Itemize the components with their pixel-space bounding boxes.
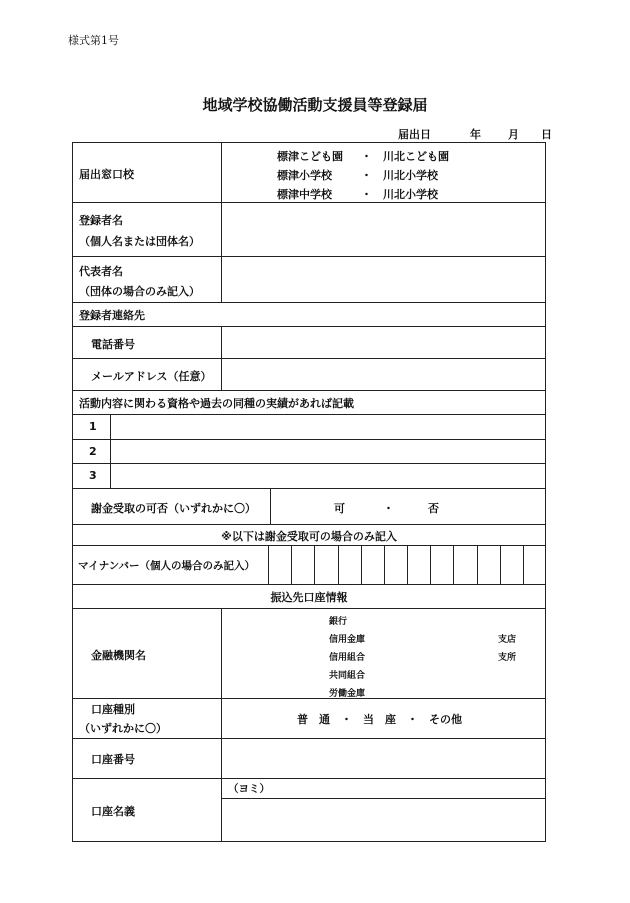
account-number-label: 口座番号 bbox=[91, 753, 135, 766]
divider bbox=[221, 738, 222, 842]
divider bbox=[72, 302, 546, 303]
divider bbox=[72, 358, 546, 359]
bank-section-title: 振込先口座情報 bbox=[270, 591, 348, 604]
honorarium-yes[interactable]: 可 bbox=[334, 502, 345, 515]
financial-institution-field[interactable] bbox=[223, 610, 544, 696]
bank-type: 信用組合 bbox=[329, 653, 366, 663]
divider bbox=[270, 488, 271, 524]
divider bbox=[72, 608, 546, 609]
my-number-digit-cell[interactable] bbox=[338, 545, 361, 584]
representative-note: （団体の場合のみ記入） bbox=[79, 285, 200, 298]
school-option[interactable]: 川北小学校 bbox=[383, 169, 438, 182]
qualifications-label: 活動内容に関わる資格や過去の同種の実績があれば記載 bbox=[79, 397, 354, 410]
qualification-row-number: 2 bbox=[89, 445, 97, 458]
my-number-digit-cell[interactable] bbox=[314, 545, 337, 584]
school-option[interactable]: 標津こども園 bbox=[277, 150, 343, 163]
school-option[interactable]: 標津小学校 bbox=[277, 169, 332, 182]
account-name-kana-field[interactable] bbox=[223, 780, 544, 796]
my-number-digit-cell[interactable] bbox=[453, 545, 476, 584]
my-number-digit-cell[interactable] bbox=[361, 545, 384, 584]
year-label: 年 bbox=[470, 128, 481, 141]
divider bbox=[291, 545, 292, 584]
school-option[interactable]: 標津中学校 bbox=[277, 188, 332, 201]
divider bbox=[453, 545, 454, 584]
divider bbox=[72, 326, 546, 327]
option-separator: ・ bbox=[361, 188, 372, 201]
my-number-digit-cell[interactable] bbox=[268, 545, 291, 584]
phone-field[interactable] bbox=[223, 328, 544, 356]
registrant-name-field[interactable] bbox=[223, 204, 544, 254]
divider bbox=[221, 202, 222, 256]
school-option[interactable]: 川北小学校 bbox=[383, 188, 438, 201]
divider bbox=[338, 545, 339, 584]
divider bbox=[361, 545, 362, 584]
phone-label: 電話番号 bbox=[91, 338, 135, 351]
divider bbox=[72, 463, 546, 464]
divider bbox=[72, 698, 546, 699]
qualification-field[interactable] bbox=[112, 441, 544, 462]
branch-type: 支店 bbox=[498, 635, 517, 645]
divider bbox=[72, 488, 546, 489]
registrant-note: （個人名または団体名） bbox=[79, 235, 200, 248]
my-number-digit-cell[interactable] bbox=[430, 545, 453, 584]
honorarium-label: 謝金受取の可否（いずれかに〇） bbox=[91, 502, 256, 515]
qualification-field[interactable] bbox=[112, 416, 544, 437]
divider bbox=[72, 738, 546, 739]
divider bbox=[314, 545, 315, 584]
my-number-digit-cell[interactable] bbox=[291, 545, 314, 584]
representative-label: 代表者名 bbox=[79, 265, 123, 278]
divider bbox=[72, 778, 546, 779]
my-number-label: マイナンバー（個人の場合のみ記入） bbox=[78, 560, 256, 572]
document-title: 地域学校協働活動支援員等登録届 bbox=[202, 96, 428, 114]
divider bbox=[72, 439, 546, 440]
bank-type: 労働金庫 bbox=[329, 689, 366, 699]
school-option[interactable]: 川北こども園 bbox=[383, 150, 449, 163]
divider bbox=[384, 545, 385, 584]
account-name-field[interactable] bbox=[223, 800, 544, 840]
divider bbox=[72, 414, 546, 415]
my-number-digit-cell[interactable] bbox=[384, 545, 407, 584]
honorarium-note: ※以下は謝金受取可の場合のみ記入 bbox=[221, 530, 397, 543]
divider bbox=[72, 584, 546, 585]
my-number-digit-cell[interactable] bbox=[477, 545, 500, 584]
my-number-digit-cell[interactable] bbox=[523, 545, 546, 584]
account-name-label: 口座名義 bbox=[91, 805, 135, 818]
divider bbox=[72, 390, 546, 391]
divider bbox=[221, 798, 546, 799]
contact-label: 登録者連絡先 bbox=[79, 309, 145, 322]
my-number-digit-cell[interactable] bbox=[500, 545, 523, 584]
divider bbox=[523, 545, 524, 584]
divider bbox=[72, 202, 546, 203]
option-separator: ・ bbox=[361, 169, 372, 182]
qualification-row-number: 1 bbox=[89, 420, 97, 433]
account-number-field[interactable] bbox=[223, 740, 544, 776]
bank-type: 共同組合 bbox=[329, 671, 366, 681]
divider bbox=[221, 142, 222, 202]
divider bbox=[221, 608, 222, 750]
my-number-digit-cell[interactable] bbox=[407, 545, 430, 584]
bank-type: 銀行 bbox=[329, 617, 348, 627]
day-label: 日 bbox=[541, 128, 552, 141]
divider bbox=[407, 545, 408, 584]
divider bbox=[110, 414, 111, 488]
form-number: 様式第1号 bbox=[68, 34, 119, 47]
bank-type: 信用金庫 bbox=[329, 635, 366, 645]
divider bbox=[72, 524, 546, 525]
account-type-options[interactable]: 普 通 ・ 当 座 ・ その他 bbox=[297, 713, 462, 726]
qualification-row-number: 3 bbox=[89, 469, 97, 482]
month-label: 月 bbox=[508, 128, 519, 141]
option-separator: ・ bbox=[383, 502, 394, 515]
kana-label: （ヨミ） bbox=[228, 783, 270, 795]
branch-type: 支所 bbox=[498, 653, 517, 663]
registrant-label: 登録者名 bbox=[79, 214, 123, 227]
account-type-note: （いずれかに〇） bbox=[79, 722, 167, 735]
representative-name-field[interactable] bbox=[223, 258, 544, 300]
date-label: 届出日 bbox=[398, 128, 431, 141]
qualification-field[interactable] bbox=[112, 465, 544, 486]
financial-institution-label: 金融機関名 bbox=[91, 649, 146, 662]
divider bbox=[430, 545, 431, 584]
divider bbox=[500, 545, 501, 584]
divider bbox=[221, 256, 222, 302]
email-label: メールアドレス（任意） bbox=[91, 370, 212, 383]
divider bbox=[477, 545, 478, 584]
divider bbox=[72, 256, 546, 257]
honorarium-no[interactable]: 否 bbox=[428, 502, 439, 515]
account-type-label: 口座種別 bbox=[91, 703, 135, 716]
option-separator: ・ bbox=[361, 150, 372, 163]
window-school-label: 届出窓口校 bbox=[79, 168, 134, 181]
email-field[interactable] bbox=[223, 360, 544, 388]
